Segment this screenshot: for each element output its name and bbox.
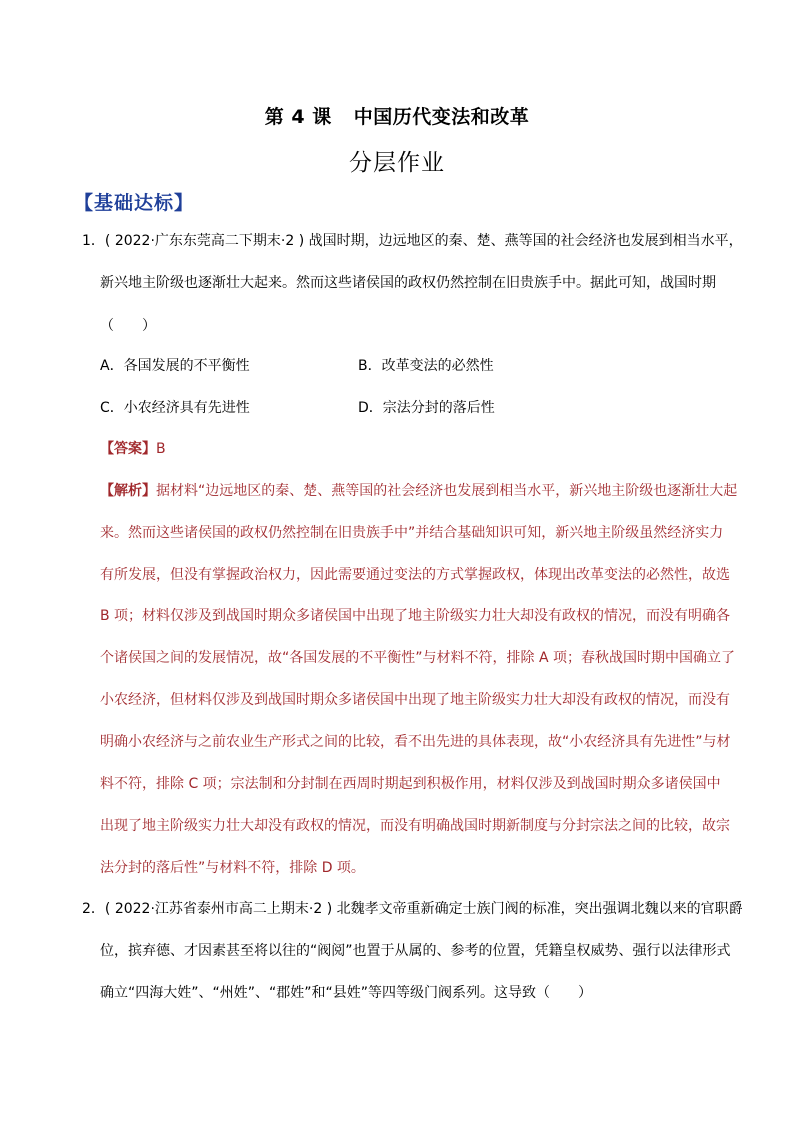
q1-option-a: A．各国发展的不平衡性 [100, 358, 250, 374]
q1-answer-blank: （ ） [100, 318, 156, 334]
q2-stem-line: 2．( 2022·江苏省泰州市高二上期末·2 ) 北魏孝文帝重新确定士族门阀的标准，突出强调北魏以来的官职爵 [82, 901, 743, 917]
analysis-label: 【解析】 [100, 483, 156, 499]
answer-value: B [156, 441, 166, 457]
q1-stem-line: 1．( 2022·广东东莞高二下期末·2 ) 战国时期，边远地区的秦、楚、燕等国的社会经济也发展到相当水平， [82, 233, 743, 249]
section-heading: 【基础达标】 [74, 192, 195, 214]
answer-label: 【答案】 [100, 441, 156, 457]
analysis-text: 据材料“边远地区的秦、楚、燕等国的社会经济也发展到相当水平，新兴地主阶级也逐渐壮大起 [156, 483, 738, 499]
q1-stem-line: 新兴地主阶级也逐渐壮大起来。然而这些诸侯国的政权仍然控制在旧贵族手中。据此可知，战国时期 [100, 275, 716, 291]
q1-option-d: D．宗法分封的落后性 [358, 400, 495, 416]
q1-analysis-line: B 项；材料仅涉及到战国时期众多诸侯国中出现了地主阶级实力壮大却没有政权的情况，而没有明确各 [100, 608, 731, 624]
q1-analysis-line: 料不符，排除 C 项；宗法制和分封制在西周时期起到积极作用，材料仅涉及到战国时期众多诸侯国中 [100, 776, 721, 792]
q1-analysis-line: 来。然而这些诸侯国的政权仍然控制在旧贵族手中”并结合基础知识可知，新兴地主阶级虽然经济实力 [100, 525, 724, 541]
lesson-title [0, 102, 794, 129]
lesson-number: 第 4 课 [264, 106, 332, 128]
q1-analysis-line [100, 481, 737, 501]
q2-stem-line: 位，摈弃德、才因素甚至将以往的“阀阅”也置于从属的、参考的位置，凭籍皇权威势、强行以法律形式 [100, 943, 731, 959]
q1-analysis-line: 有所发展，但没有掌握政治权力，因此需要通过变法的方式掌握政权，体现出改革变法的必然性，故选 [100, 567, 730, 583]
q1-analysis-line: 明确小农经济与之前农业生产形式之间的比较，看不出先进的具体表现，故“小农经济具有先进性”与材 [100, 734, 731, 750]
q1-analysis-line: 法分封的落后性”与材料不符，排除 D 项。 [100, 860, 365, 876]
q2-stem-line: 确立“四海大姓”、“州姓”、“郡姓”和“县姓”等四等级门阀系列。这导致（ ） [100, 985, 593, 1001]
lesson-name: 中国历代变法和改革 [353, 106, 530, 128]
q1-option-b: B．改革变法的必然性 [358, 358, 494, 374]
q1-analysis-line: 小农经济，但材料仅涉及到战国时期众多诸侯国中出现了地主阶级实力壮大却没有政权的情况，而没有 [100, 692, 730, 708]
q1-option-c: C．小农经济具有先进性 [100, 400, 250, 416]
q1-answer [100, 439, 166, 459]
page-subtitle: 分层作业 [349, 150, 445, 176]
q1-analysis-line: 个诸侯国之间的发展情况，故“各国发展的不平衡性”与材料不符，排除 A 项；春秋战国时期中国确立了 [100, 650, 735, 666]
q1-analysis-line: 出现了地主阶级实力壮大却没有政权的情况，而没有明确战国时期新制度与分封宗法之间的比较，故宗 [100, 818, 730, 834]
